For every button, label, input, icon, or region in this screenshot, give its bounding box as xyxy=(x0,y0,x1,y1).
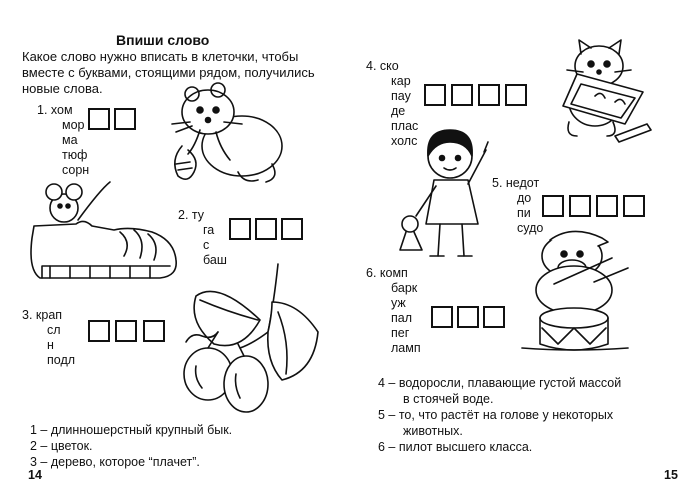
cat-with-picture-icon xyxy=(555,40,665,158)
answer-cell[interactable] xyxy=(457,306,479,328)
instructions-line: вместе с буквами, стоящими рядом, получились xyxy=(22,65,315,80)
instructions-line: Какое слово нужно вписать в клеточки, чтобы xyxy=(22,49,299,64)
girl-with-doll-icon xyxy=(396,120,506,268)
page-number-right: 15 xyxy=(664,468,678,482)
clue: 3 – дерево, которое “плачет”. xyxy=(30,455,200,469)
answer-cell[interactable] xyxy=(88,320,110,342)
answer-cell[interactable] xyxy=(623,195,645,217)
clue: 1 – длинношерстный крупный бык. xyxy=(30,423,233,437)
clue: 5 – то, что растёт на голове у некоторых xyxy=(378,408,614,422)
answer-cell[interactable] xyxy=(88,108,110,130)
task-4-label: 4. ско xyxy=(366,59,399,73)
answer-cell[interactable] xyxy=(115,320,137,342)
answer-cell[interactable] xyxy=(281,218,303,240)
word-fragment: тюф xyxy=(62,148,88,162)
word-fragment: баш xyxy=(203,253,227,267)
task-6-words xyxy=(366,266,421,356)
clue-continuation: животных. xyxy=(403,424,463,438)
clue: 6 – пилот высшего класса. xyxy=(378,440,533,454)
left-clues xyxy=(30,422,232,470)
answer-cell[interactable] xyxy=(478,84,500,106)
task-1-words xyxy=(37,103,89,178)
task-5-label: 5. недот xyxy=(492,176,540,190)
word-fragment: ламп xyxy=(391,341,421,355)
word-fragment: мор xyxy=(62,118,85,132)
page-title: Впиши слово xyxy=(116,32,210,48)
word-fragment: судо xyxy=(517,221,544,235)
answer-cell[interactable] xyxy=(483,306,505,328)
word-fragment: подл xyxy=(47,353,76,367)
word-fragment: плас xyxy=(391,119,419,133)
word-fragment: кар xyxy=(391,74,411,88)
answer-cell[interactable] xyxy=(424,84,446,106)
answer-cell[interactable] xyxy=(114,108,136,130)
mouse-in-shoe-icon xyxy=(20,180,182,285)
word-fragment: ма xyxy=(62,133,78,147)
word-fragment: пег xyxy=(391,326,410,340)
answer-cell[interactable] xyxy=(451,84,473,106)
word-fragment: сорн xyxy=(62,163,90,177)
word-fragment: с xyxy=(203,238,210,252)
right-clues xyxy=(378,375,621,455)
instructions-line: новые слова. xyxy=(22,81,103,96)
task-6-label: 6. комп xyxy=(366,266,408,280)
page-number-left: 14 xyxy=(28,468,42,482)
clue-continuation: в стоячей воде. xyxy=(403,392,494,406)
word-fragment: де xyxy=(391,104,406,118)
task-1-label: 1. хом xyxy=(37,103,73,117)
word-fragment: пау xyxy=(391,89,411,103)
word-fragment: га xyxy=(203,223,215,237)
word-fragment: до xyxy=(517,191,532,205)
plums-branch-icon xyxy=(178,262,328,422)
answer-cell[interactable] xyxy=(255,218,277,240)
word-fragment: пи xyxy=(517,206,531,220)
word-fragment: н xyxy=(47,338,54,352)
answer-cell[interactable] xyxy=(569,195,591,217)
word-fragment: сл xyxy=(47,323,61,337)
task-3-label: 3. крап xyxy=(22,308,63,322)
clue: 2 – цветок. xyxy=(30,439,93,453)
answer-cell[interactable] xyxy=(505,84,527,106)
hippo-with-drum-icon xyxy=(518,228,636,356)
task-2-label: 2. ту xyxy=(178,208,205,222)
word-fragment: холс xyxy=(391,134,418,148)
word-fragment: уж xyxy=(391,296,406,310)
word-fragment: барк xyxy=(391,281,418,295)
task-3-words xyxy=(22,308,75,368)
answer-cell[interactable] xyxy=(431,306,453,328)
answer-cell[interactable] xyxy=(143,320,165,342)
answer-cell[interactable] xyxy=(229,218,251,240)
hamster-icon xyxy=(160,80,300,190)
task-2-words xyxy=(178,208,227,268)
clue: 4 – водоросли, плавающие густой массой xyxy=(378,376,622,390)
answer-cell[interactable] xyxy=(596,195,618,217)
word-fragment: пал xyxy=(391,311,413,325)
answer-cell[interactable] xyxy=(542,195,564,217)
